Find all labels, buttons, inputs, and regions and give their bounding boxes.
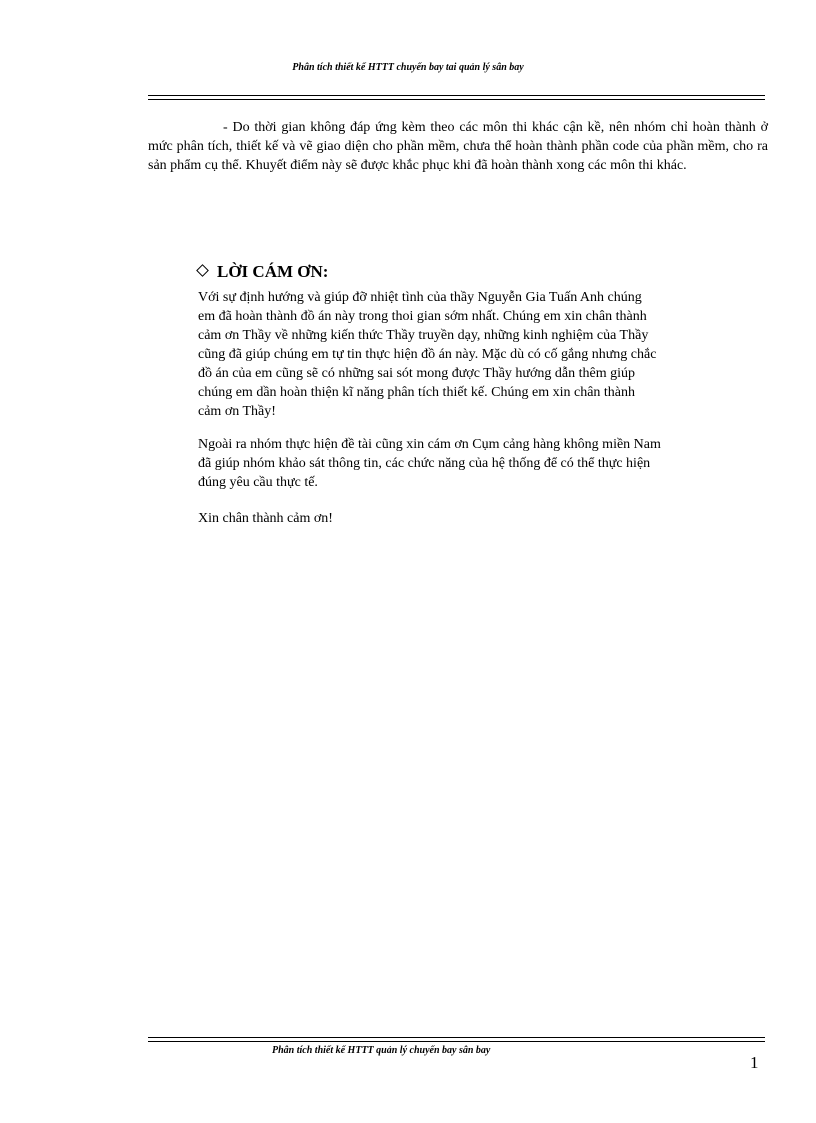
paragraph-line: Ngoài ra nhóm thực hiện đề tài cũng xin cám ơn Cụm cảng hàng không miền Nam — [198, 437, 661, 452]
paragraph-line: đồ án của em cũng sẽ có những sai sót mong được Thầy hướng dẫn thêm giúp — [198, 366, 636, 381]
footer-rule-top — [148, 1037, 765, 1038]
paragraph-line: đúng yêu cầu thực tế. — [198, 475, 318, 490]
section-heading-text: LỜI CÁM ƠN: — [217, 262, 329, 281]
footer-rule-bottom — [148, 1041, 765, 1042]
intro-paragraph — [148, 118, 768, 175]
closing-line — [198, 509, 743, 528]
page-header-title: Phân tích thiết kế HTTT chuyến bay tai quản lý sân bay — [292, 62, 524, 73]
page-number: 1 — [750, 1053, 759, 1072]
intro-line: - Do thời gian không đáp ứng kèm theo các môn thi khác cận kề, nên nhóm chỉ — [223, 120, 688, 135]
paragraph-line: cảm ơn Thầy! — [198, 404, 276, 419]
paragraph-line: chúng em dần hoàn thiện kĩ năng phân tích thiết kế. Chúng em xin chân thành — [198, 385, 636, 400]
paragraph-line: đã giúp nhóm khảo sát thông tin, các chức năng của hệ thống để có thể thực hiện — [198, 456, 651, 471]
acknowledgement-paragraph-1 — [198, 288, 743, 421]
intro-line: hoàn thành ở mức phân tích, thiết kế và vẽ giao diện cho phần mềm, chưa thể hoàn thành — [148, 120, 769, 154]
page-footer-title: Phân tích thiết kế HTTT quản lý chuyến bay sân bay — [272, 1045, 491, 1056]
paragraph-line: cảm ơn Thầy về những kiến thức Thầy truyền dạy, những kinh nghiệm của Thầy — [198, 328, 649, 343]
paragraph-line: Với sự định hướng và giúp đỡ nhiệt tình của thầy Nguyễn Gia Tuấn Anh chúng — [198, 290, 642, 305]
header-rule-top — [148, 95, 765, 96]
section-heading — [198, 262, 328, 282]
diamond-bullet-icon — [196, 264, 209, 277]
intro-line: phần code của phần mềm, cho ra sản phẩm cụ thể. Khuyết điểm này sẽ được khắc phục — [148, 139, 768, 173]
closing-text: Xin chân thành cảm ơn! — [198, 511, 333, 526]
paragraph-line: em đã hoàn thành đồ án này trong thoi gian sớm nhất. Chúng em xin chân thành — [198, 309, 647, 324]
intro-line: khi đã hoàn thành xong các môn thi khác. — [453, 158, 687, 173]
header-rule-bottom — [148, 99, 765, 100]
paragraph-line: cũng đã giúp chúng em tự tin thực hiện đồ án này. Mặc dù có cố gắng nhưng chắc — [198, 347, 657, 362]
acknowledgement-paragraph-2 — [198, 435, 743, 492]
